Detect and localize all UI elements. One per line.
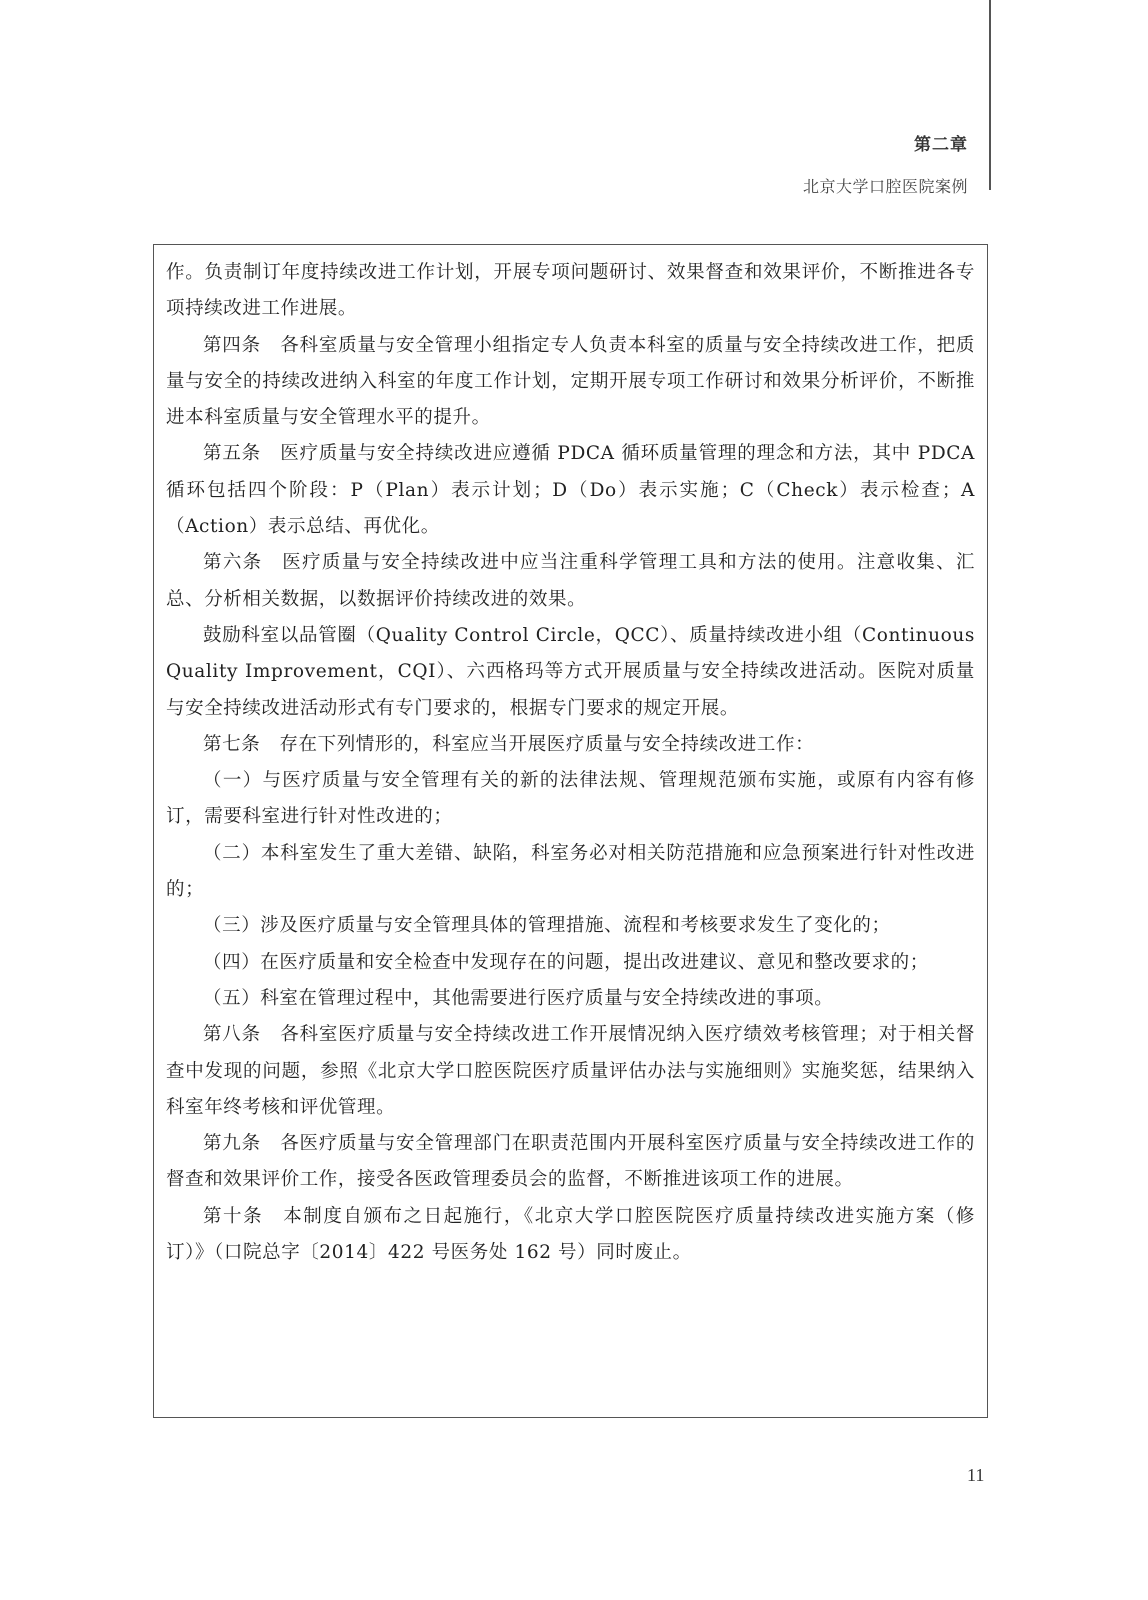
paragraph-article-8: 第八条 各科室医疗质量与安全持续改进工作开展情况纳入医疗绩效考核管理；对于相关督查中发现的问题，参照《北京大学口腔医院医疗质量评估办法与实施细则》实施奖惩，结果纳入科室年终考核和评优管理。 <box>166 1024 975 1118</box>
chapter-divider-line <box>989 0 991 190</box>
list-item-2: （二）本科室发生了重大差错、缺陷，科室务必对相关防范措施和应急预案进行针对性改进的； <box>166 842 975 901</box>
paragraph-article-4: 第四条 各科室质量与安全管理小组指定专人负责本科室的质量与安全持续改进工作，把质量与安全的持续改进纳入科室的年度工作计划，定期开展专项工作研讨和效果分析评价，不断推进本科室质量与安全管理水平的提升。 <box>166 334 975 429</box>
list-item-5: （五）科室在管理过程中，其他需要进行医疗质量与安全持续改进的事项。 <box>203 987 834 1009</box>
chapter-title: 第二章 <box>914 135 968 155</box>
list-item-1: （一）与医疗质量与安全管理有关的新的法律法规、管理规范颁布实施，或原有内容有修订，需要科室进行针对性改进的； <box>166 770 975 828</box>
paragraph-article-9: 第九条 各医疗质量与安全管理部门在职责范围内开展科室医疗质量与安全持续改进工作的督查和效果评价工作，接受各医政管理委员会的监督，不断推进该项工作的进展。 <box>166 1133 975 1191</box>
list-item-4: （四）在医疗质量和安全检查中发现存在的问题，提出改进建议、意见和整改要求的； <box>203 951 929 973</box>
page-number: 11 <box>967 1465 985 1485</box>
paragraph-encouragement: 鼓励科室以品管圈（Quality Control Circle，QCC）、质量持续改进小组（Continuous Quality Improvement，CQI）、六西格玛等方式开展质量与安全持续改进活动。医院对质量与安全持续改进活动形式有专门要求的，根据专门要求的规定开展。 <box>166 624 975 719</box>
paragraph-article-5: 第五条 医疗质量与安全持续改进应遵循 PDCA 循环质量管理的理念和方法，其中 PDCA 循环包括四个阶段：P（Plan）表示计划；D（Do）表示实施；C（Check）表示检查；A（Action）表示总结、再优化。 <box>166 443 975 538</box>
content-frame <box>153 244 988 1418</box>
paragraph-article-6: 第六条 医疗质量与安全持续改进中应当注重科学管理工具和方法的使用。注意收集、汇总、分析相关数据，以数据评价持续改进的效果。 <box>166 552 975 610</box>
paragraph-article-10: 第十条 本制度自颁布之日起施行，《北京大学口腔医院医疗质量持续改进实施方案（修订）》（口院总字〔2014〕422 号医务处 162 号）同时废止。 <box>166 1205 975 1264</box>
chapter-subtitle: 北京大学口腔医院案例 <box>802 177 968 196</box>
paragraph-article-7: 第七条 存在下列情形的，科室应当开展医疗质量与安全持续改进工作： <box>203 733 815 755</box>
list-item-3: （三）涉及医疗质量与安全管理具体的管理措施、流程和考核要求发生了变化的； <box>203 915 891 937</box>
paragraph-continuation: 作。负责制订年度持续改进工作计划，开展专项问题研讨、效果督查和效果评价，不断推进各专项持续改进工作进展。 <box>166 262 975 320</box>
